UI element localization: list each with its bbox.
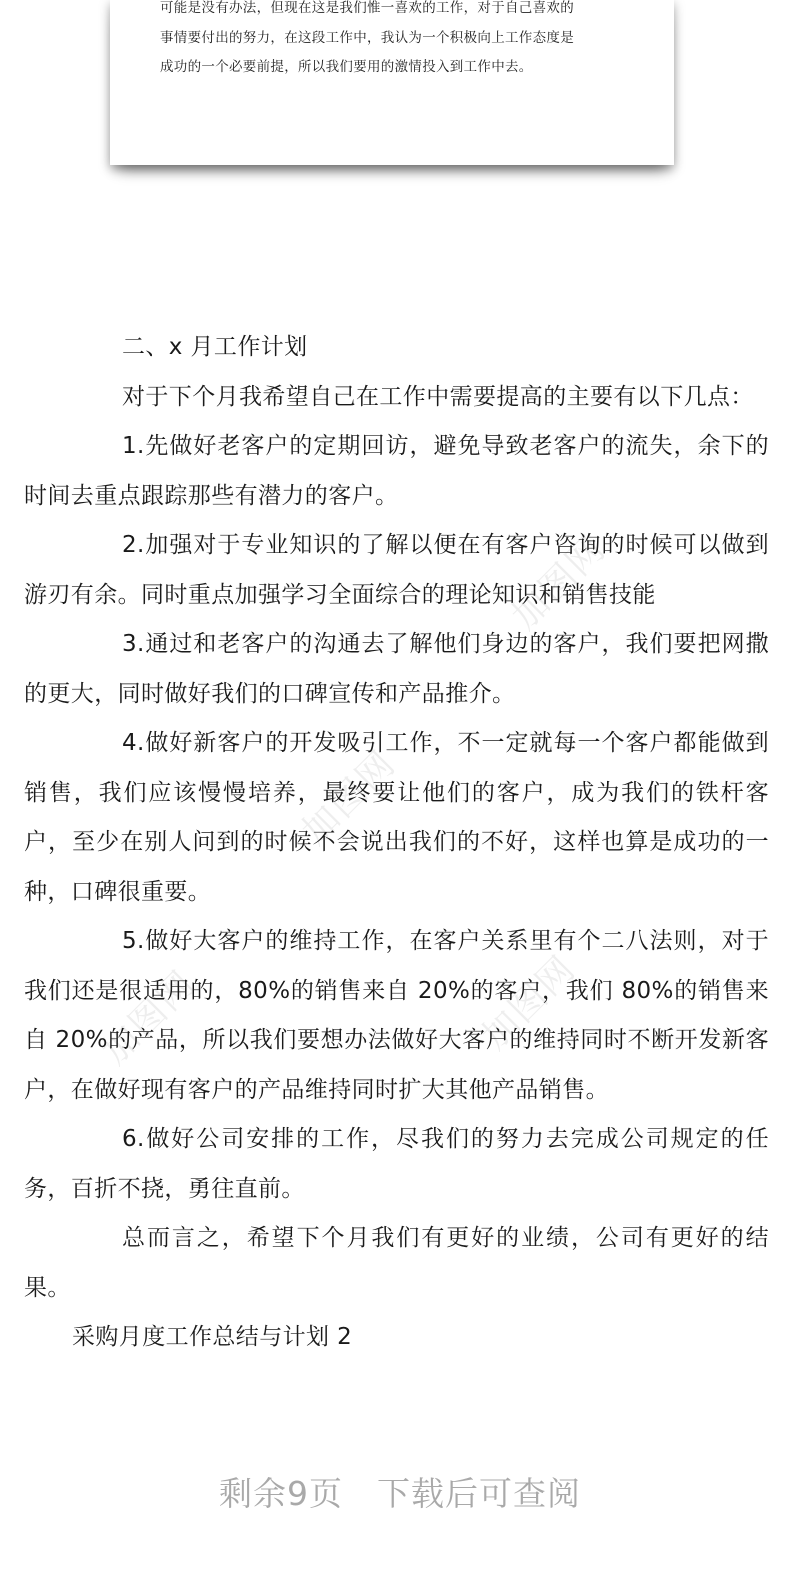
previous-page-card [110, 0, 674, 165]
card-paragraph [160, 0, 640, 83]
plan-item: 2.加强对于专业知识的了解以便在有客户咨询的时候可以做到游刃有余。同时重点加强学习全面综合的理论知识和销售技能 [24, 532, 769, 608]
plan-item: 4.做好新客户的开发吸引工作，不一定就每一个客户都能做到销售，我们应该慢慢培养，最终要让他们的客户，成为我们的铁杆客户，至少在别人问到的时候不会说出我们的不好，这样也算是成功的一种，口碑很重要。 [24, 730, 769, 905]
download-to-view-text[interactable]: 下载后可查阅 [377, 1474, 581, 1513]
card-line: 可能是没有办法，但现在这是我们惟一喜欢的工作，对于自己喜欢的 [160, 0, 574, 16]
conclusion-paragraph: 总而言之，希望下个月我们有更好的业绩，公司有更好的结果。 [24, 1225, 769, 1301]
next-document-title: 采购月度工作总结与计划 2 [72, 1324, 353, 1350]
download-prompt[interactable] [0, 1468, 800, 1515]
plan-item: 6.做好公司安排的工作，尽我们的努力去完成公司规定的任务，百折不挠，勇往直前。 [24, 1126, 769, 1202]
watermark: 加图网 [474, 947, 584, 1058]
watermark: 加图网 [94, 962, 204, 1073]
card-line: 事情要付出的努力，在这段工作中，我认为一个积极向上工作态度是 [160, 29, 574, 46]
plan-item: 3.通过和老客户的沟通去了解他们身边的客户，我们要把网撒的更大，同时做好我们的口碑宣传和产品推介。 [24, 631, 769, 707]
watermark: 加图网 [504, 527, 614, 638]
intro-paragraph: 对于下个月我希望自己在工作中需要提高的主要有以下几点： [122, 383, 754, 410]
watermark: 加图网 [294, 742, 404, 853]
plan-item: 5.做好大客户的维持工作，在客户关系里有个二八法则，对于我们还是很适用的，80%的销售来自 20%的客户，我们 80%的销售来自 20%的产品，所以我们要想办法做好大客户的维持同时不断开发新客户，在做好现有客户的产品维持同时扩大其他产品销售。 [24, 928, 769, 1103]
document-body [24, 323, 769, 1363]
card-line: 成功的一个必要前提，所以我们要用的激情投入到工作中去。 [160, 59, 533, 75]
section-heading: 二、x 月工作计划 [122, 334, 308, 360]
plan-item: 1.先做好老客户的定期回访，避免导致老客户的流失，余下的时间去重点跟踪那些有潜力的客户。 [24, 433, 769, 509]
remaining-pages-text[interactable]: 剩余9页 [219, 1474, 343, 1513]
